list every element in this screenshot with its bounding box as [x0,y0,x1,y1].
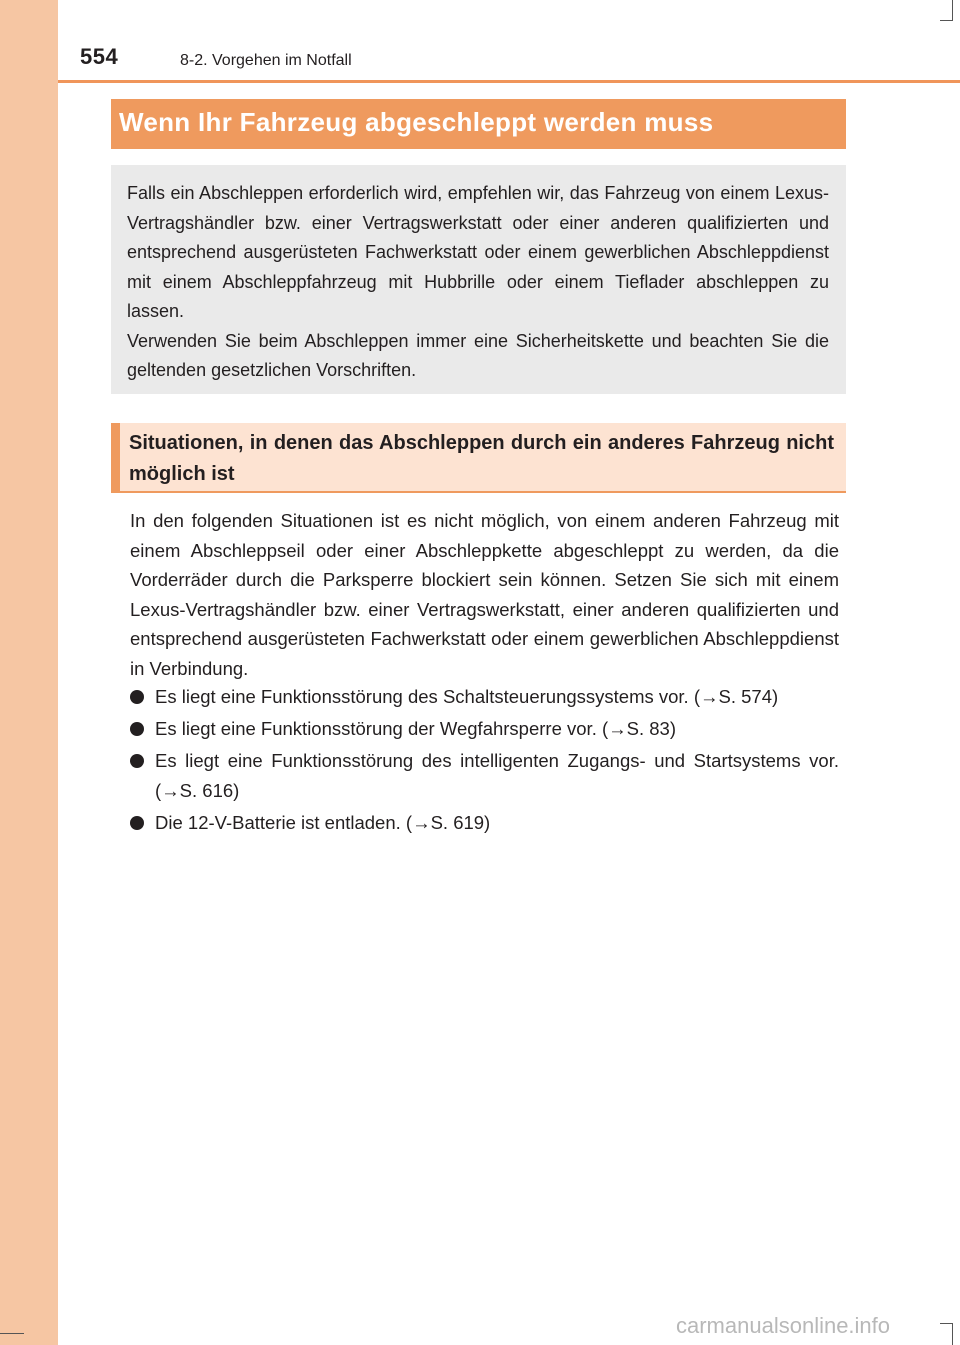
subheading-bar [111,423,846,493]
crop-mark [952,1323,953,1345]
list-item-text: Es liegt eine Funktionsstörung der Wegfahrsperre vor. (→S. 83) [155,718,676,740]
bullet-icon [130,816,144,830]
page-number: 554 [80,44,119,69]
section-label: 8-2. Vorgehen im Notfall [180,52,352,69]
subheading: Situationen, in denen das Abschleppen durch ein anderes Fahrzeug nicht möglich ist [129,432,834,485]
list-item-text: Die 12-V-Batterie ist entladen. (→S. 619) [155,811,491,833]
bullet-list [130,682,839,840]
list-item [130,746,839,805]
crop-mark [0,1333,24,1334]
bullet-icon [130,690,144,704]
list-item [130,808,839,838]
list-item [130,714,839,744]
intro-box [111,165,846,394]
intro-paragraph: Falls ein Abschleppen erforderlich wird, empfehlen wir, das Fahrzeug von einem Lexus-Vertragshändler bzw. einer Vertragswerkstatt oder einer anderen qualifizierten und entsprechend ausgerüsteten Fachwerkstatt oder einem gewerblichen Abschleppdienst mit einem Abschleppfahrzeug mit Hubbrille oder einem Tieflader abschleppen zu lassen. [127,183,829,321]
crop-mark [940,20,953,21]
crop-mark [952,0,953,20]
chapter-side-strip [0,0,58,1345]
body-paragraph: In den folgenden Situationen ist es nicht möglich, von einem anderen Fahrzeug mit einem Abschleppseil oder einer Abschleppkette abgeschleppt zu werden, da die Vorderräder durch die Parksperre blockiert sein können. Setzen Sie sich mit einem Lexus-Vertragshändler bzw. einer Vertragswerkstatt, einer anderen qualifizierten und entsprechend ausgerüsteten Fachwerkstatt oder einem gewerblichen Abschleppdienst in Verbindung. [130,510,839,679]
crop-mark [940,1323,953,1324]
list-item-text: Es liegt eine Funktionsstörung des Schaltsteuerungssystems vor. (→S. 574) [155,686,779,707]
list-item [130,682,839,712]
intro-paragraph: Verwenden Sie beim Abschleppen immer eine Sicherheitskette und beachten Sie die geltenden gesetzlichen Vorschriften. [127,330,829,380]
watermark: carmanualsonline.info [676,1313,891,1338]
bullet-icon [130,722,144,736]
bullet-icon [130,754,144,768]
header-rule [58,80,960,83]
list-item-text: Es liegt eine Funktionsstörung des intelligenten Zugangs- und Startsystems vor. (→S. 616) [155,750,839,801]
page-title: Wenn Ihr Fahrzeug abgeschleppt werden muss [111,99,846,149]
